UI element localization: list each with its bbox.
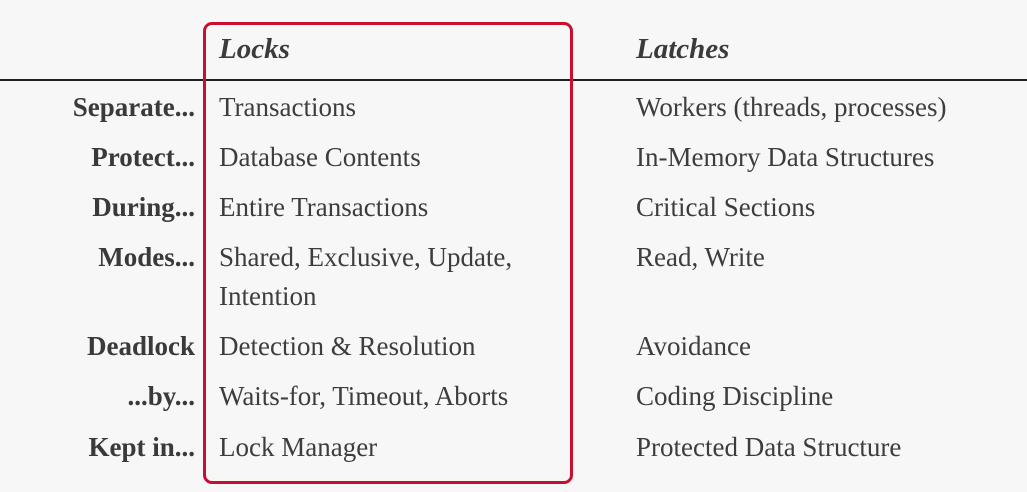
- locks-cell: Transactions: [219, 92, 357, 122]
- latches-cell: Protected Data Structure: [636, 432, 902, 462]
- row-label: Deadlock: [87, 331, 195, 361]
- latches-cell: Critical Sections: [636, 192, 816, 222]
- latches-cell: In-Memory Data Structures: [636, 142, 935, 172]
- locks-column-highlight: [203, 22, 573, 484]
- row-label: During...: [92, 192, 195, 222]
- latches-cell: Coding Discipline: [636, 381, 834, 411]
- row-label: Separate...: [72, 92, 195, 122]
- latches-column-header: Latches: [636, 33, 730, 65]
- locks-cell: Detection & Resolution: [219, 331, 476, 361]
- row-label: Kept in...: [88, 432, 195, 462]
- latches-cell: Avoidance: [636, 331, 751, 361]
- locks-cell: Lock Manager: [219, 432, 378, 462]
- locks-cell: Shared, Exclusive, Update, Intention: [219, 242, 513, 311]
- locks-cell: Database Contents: [219, 142, 421, 172]
- row-label: Modes...: [98, 242, 195, 272]
- locks-column-header: Locks: [219, 33, 290, 65]
- latches-cell: Read, Write: [636, 242, 765, 272]
- locks-cell: Entire Transactions: [219, 192, 429, 222]
- row-label: ...by...: [127, 381, 195, 411]
- latches-cell: Workers (threads, processes): [636, 92, 947, 122]
- row-label: Protect...: [91, 142, 195, 172]
- locks-cell: Waits-for, Timeout, Aborts: [219, 381, 509, 411]
